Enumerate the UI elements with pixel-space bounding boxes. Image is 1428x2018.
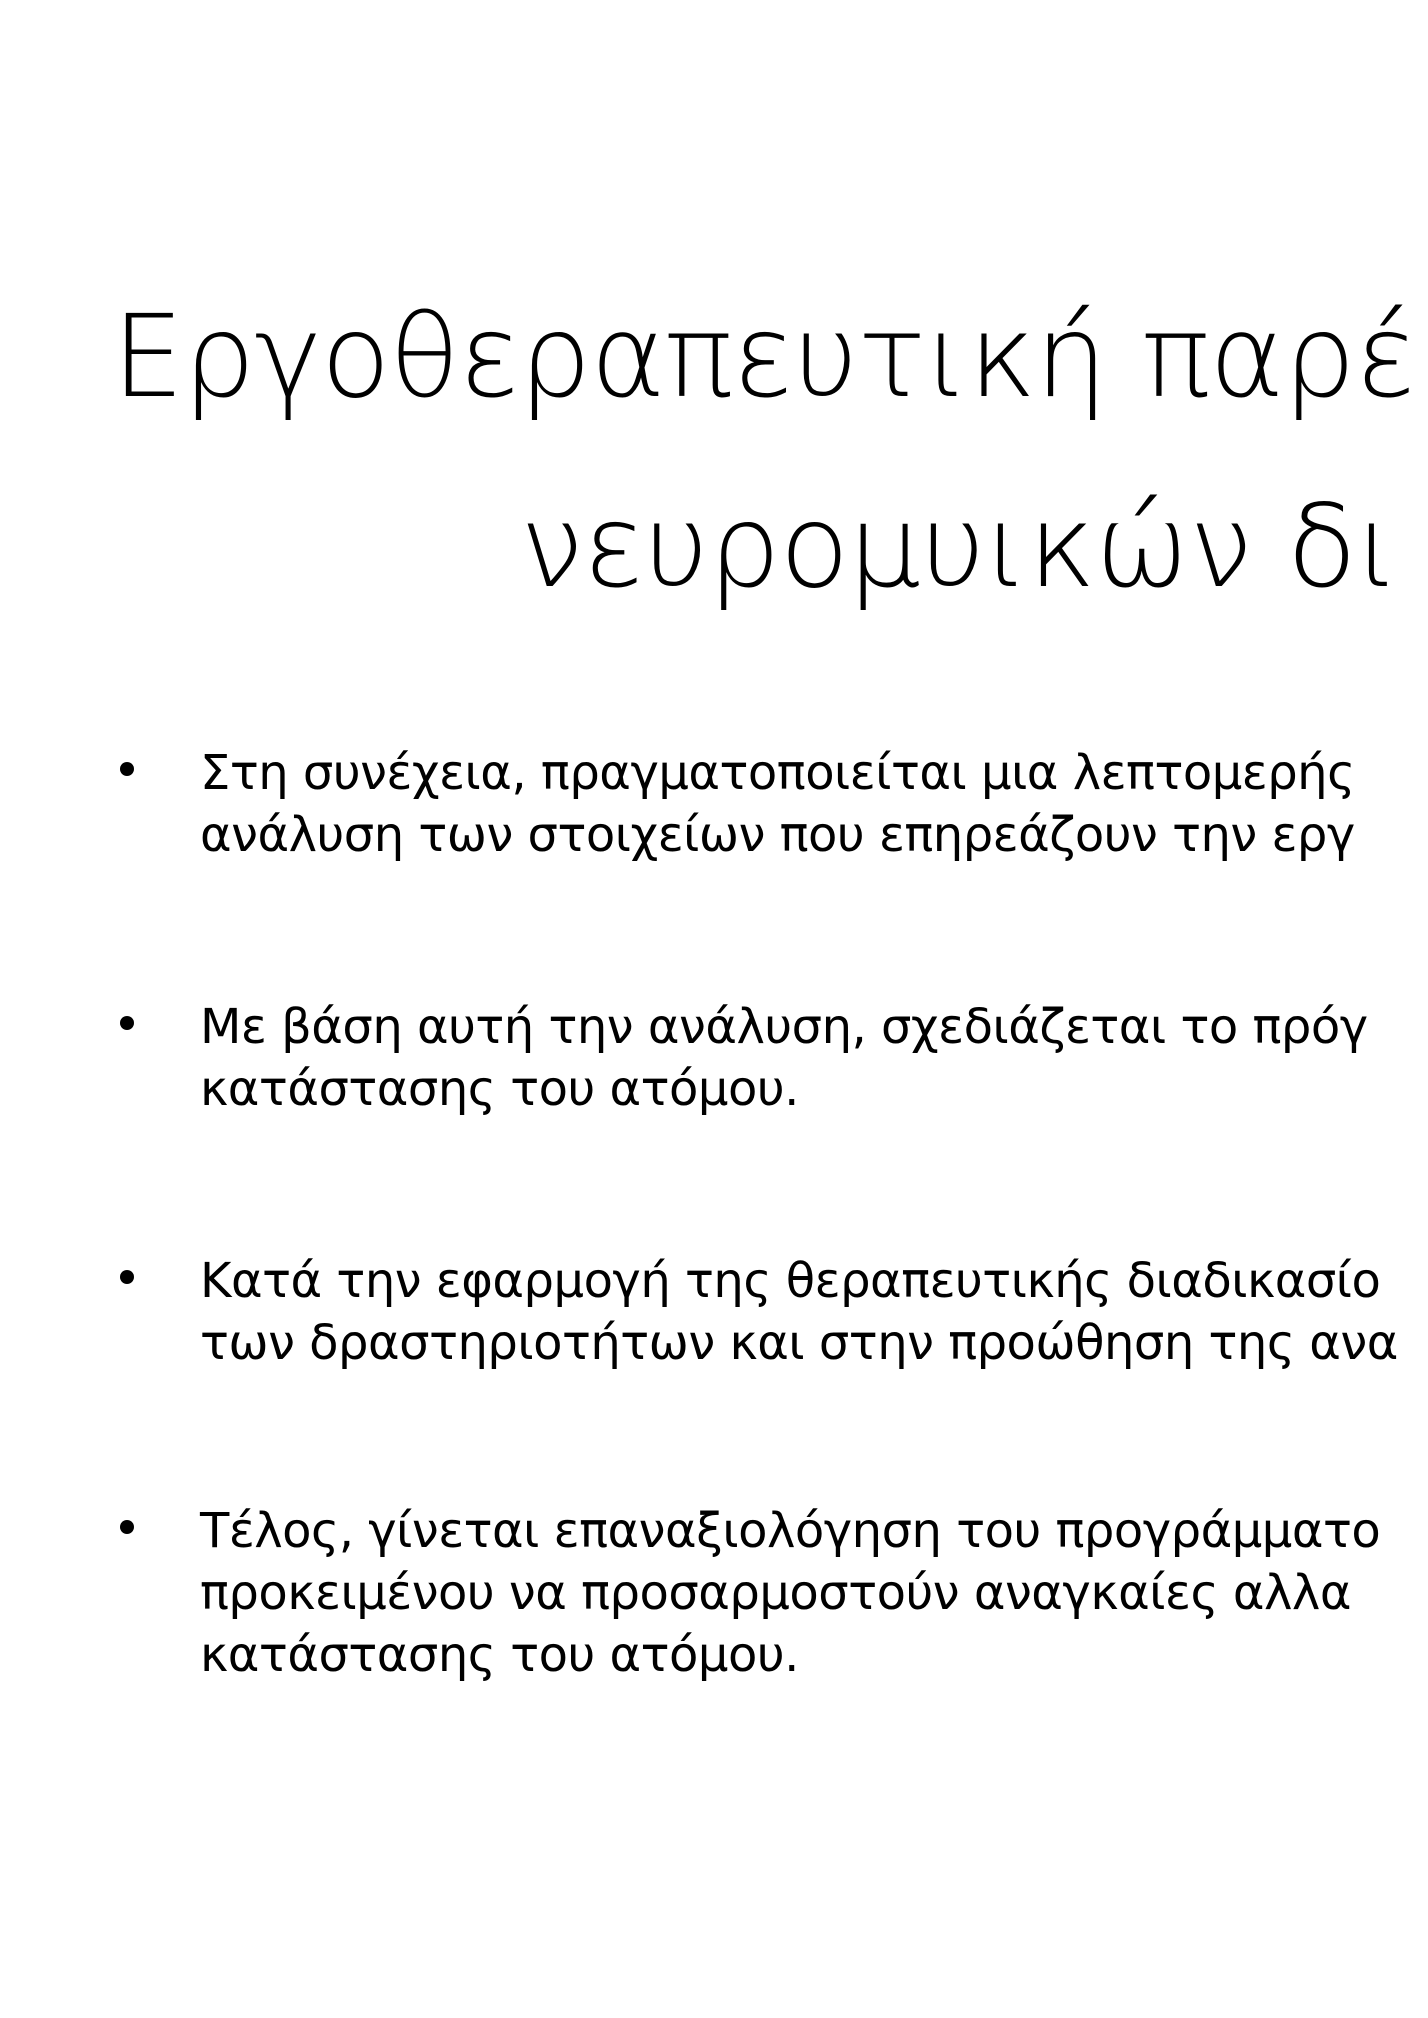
bullet-line: Κατά την εφαρμογή της θεραπευτικής διαδικασίο	[200, 1253, 1381, 1309]
bullet-text	[200, 1250, 1398, 1374]
bullet-line: Με βάση αυτή την ανάλυση, σχεδιάζεται το πρόγ	[200, 999, 1368, 1055]
bullet-icon	[120, 1016, 134, 1030]
bullet-line: Στη συνέχεια, πραγματοποιείται μια λεπτομερής	[200, 745, 1355, 801]
bullet-text	[200, 1500, 1380, 1686]
bullet-line: κατάστασης του ατόμου.	[200, 1627, 799, 1683]
slide-title-line-1: Εργοθεραπευτική παρέ	[112, 290, 1416, 423]
bullet-text	[200, 996, 1368, 1120]
bullet-line: Τέλος, γίνεται επαναξιολόγηση του προγράμματο	[200, 1503, 1381, 1559]
bullet-text	[200, 742, 1355, 866]
bullet-line: κατάστασης του ατόμου.	[200, 1061, 799, 1117]
bullet-icon	[120, 1270, 134, 1284]
bullet-icon	[120, 1520, 134, 1534]
slide-title-line-2: νευρομυικών δι	[520, 480, 1399, 613]
bullet-line: ανάλυση των στοιχείων που επηρεάζουν την εργ	[200, 807, 1355, 863]
bullet-icon	[120, 762, 134, 776]
bullet-line: των δραστηριοτήτων και στην προώθηση της ανα	[200, 1315, 1398, 1371]
bullet-line: προκειμένου να προσαρμοστούν αναγκαίες αλλα	[200, 1565, 1351, 1621]
